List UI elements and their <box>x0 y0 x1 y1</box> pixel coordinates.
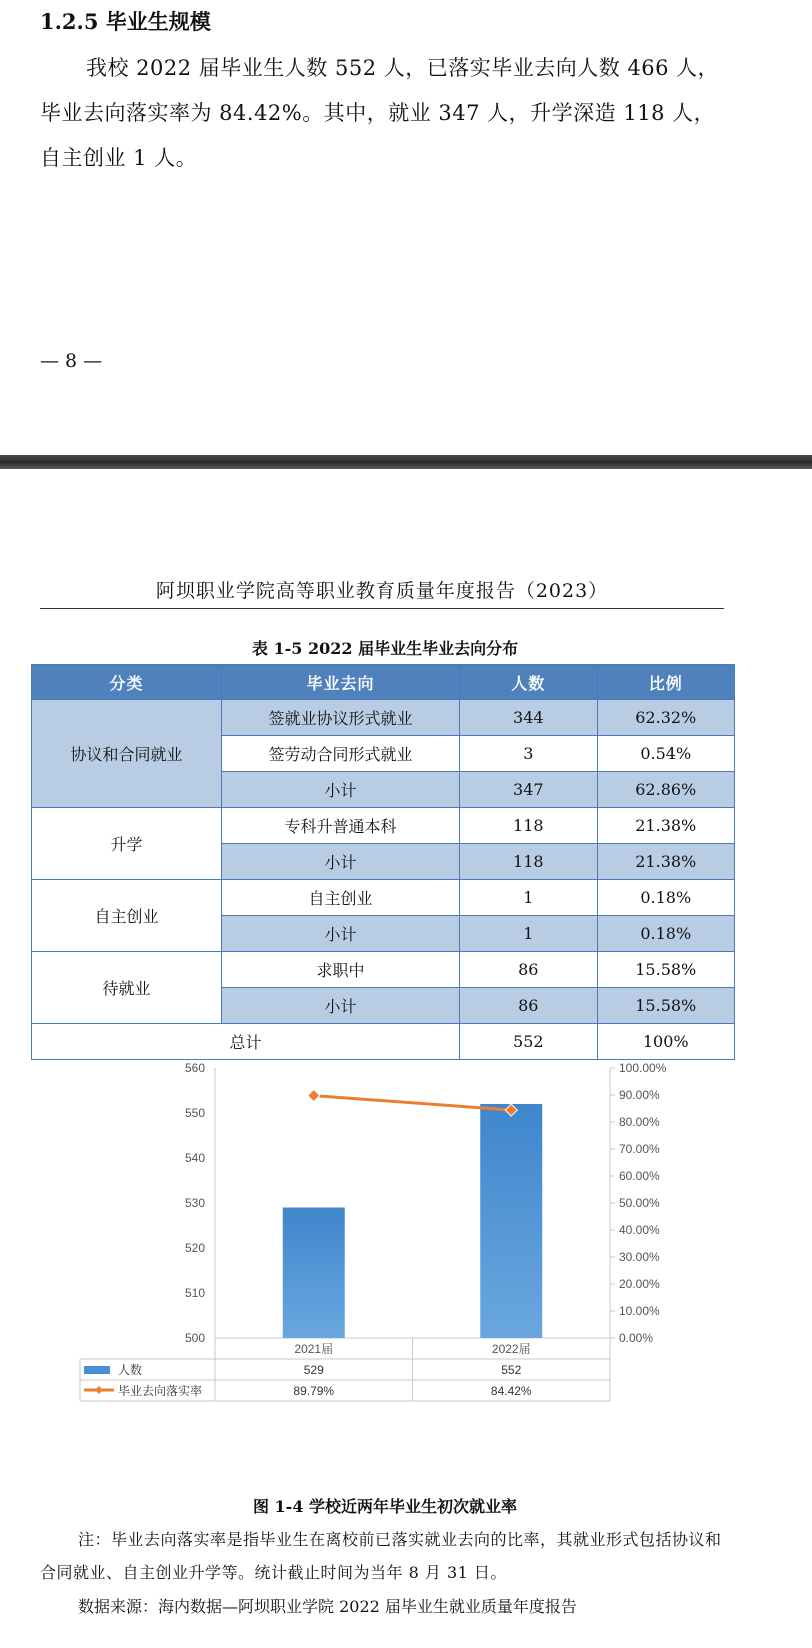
destination-table <box>31 664 735 1060</box>
y-right-tick-label: 60.00% <box>619 1169 660 1183</box>
figure-caption: 图 1-4 学校近两年毕业生初次就业率 <box>252 1497 518 1516</box>
count-cell: 1 <box>460 880 597 916</box>
header-destination: 毕业去向 <box>221 665 459 700</box>
y-left-tick-label: 550 <box>184 1106 205 1120</box>
destination-cell: 小计 <box>221 772 459 808</box>
ratio-cell: 15.58% <box>597 988 734 1024</box>
data-source: 数据来源：海内数据—阿坝职业学院 2022 届毕业生就业质量年度报告 <box>78 1597 577 1616</box>
header-ratio: 比例 <box>597 665 734 700</box>
legend-line-label: 毕业去向落实率 <box>118 1384 203 1398</box>
rate-data-label: 84.42% <box>490 1384 532 1398</box>
page-divider <box>0 455 812 469</box>
graduation-chart <box>0 1050 812 1470</box>
table-row <box>32 700 735 736</box>
table-header-row <box>32 665 735 700</box>
total-count: 552 <box>460 1024 597 1060</box>
category-cell: 待就业 <box>32 952 222 1024</box>
table-row <box>32 808 735 844</box>
destination-cell: 签就业协议形式就业 <box>221 700 459 736</box>
destination-cell: 小计 <box>221 916 459 952</box>
category-cell: 自主创业 <box>32 880 222 952</box>
count-cell: 86 <box>460 988 597 1024</box>
legend-line-marker <box>95 1386 103 1394</box>
y-right-tick-label: 40.00% <box>619 1223 660 1237</box>
destination-cell: 专科升普通本科 <box>221 808 459 844</box>
bar-data-label: 552 <box>501 1363 522 1377</box>
count-cell: 118 <box>460 808 597 844</box>
destination-cell: 小计 <box>221 988 459 1024</box>
destination-cell: 求职中 <box>221 952 459 988</box>
destination-cell: 自主创业 <box>221 880 459 916</box>
y-right-tick-label: 90.00% <box>619 1088 660 1102</box>
ratio-cell: 0.54% <box>597 736 734 772</box>
page-top <box>0 0 812 455</box>
y-right-tick-label: 10.00% <box>619 1304 660 1318</box>
count-cell: 3 <box>460 736 597 772</box>
ratio-cell: 21.38% <box>597 844 734 880</box>
report-header: 阿坝职业学院高等职业教育质量年度报告（2023） <box>155 580 609 602</box>
bar-data-label: 529 <box>303 1363 324 1377</box>
figure-note: 注：毕业去向落实率是指毕业生在离校前已落实就业去向的比率，其就业形式包括协议和合同就业、自主创业升学等。统计截止时间为当年 8 月 31 日。 <box>40 1530 722 1582</box>
section-paragraph: 我校 2022 届毕业生人数 552 人，已落实毕业去向人数 466 人，毕业去向落实率为 84.42%。其中，就业 347 人，升学深造 118 人，自主创业 1 人。 <box>40 56 720 170</box>
count-cell: 344 <box>460 700 597 736</box>
section-heading: 1.2.5 毕业生规模 <box>40 9 211 34</box>
category-cell: 协议和合同就业 <box>32 700 222 808</box>
y-right-tick-label: 20.00% <box>619 1277 660 1291</box>
legend-bar-key <box>84 1366 110 1374</box>
y-left-tick-label: 500 <box>184 1331 205 1345</box>
legend-bar-label: 人数 <box>118 1363 143 1377</box>
y-right-tick-label: 30.00% <box>619 1250 660 1264</box>
y-left-tick-label: 530 <box>184 1196 205 1210</box>
y-left-tick-label: 560 <box>184 1061 205 1075</box>
y-left-tick-label: 520 <box>184 1241 205 1255</box>
bar-0 <box>283 1208 345 1339</box>
bar-1 <box>480 1104 542 1338</box>
destination-cell: 签劳动合同形式就业 <box>221 736 459 772</box>
table-row <box>32 952 735 988</box>
ratio-cell: 21.38% <box>597 808 734 844</box>
header-category: 分类 <box>32 665 222 700</box>
count-cell: 347 <box>460 772 597 808</box>
ratio-cell: 0.18% <box>597 880 734 916</box>
page-number: — 8 — <box>40 350 103 372</box>
y-left-tick-label: 510 <box>184 1286 205 1300</box>
y-right-tick-label: 80.00% <box>619 1115 660 1129</box>
table-row <box>32 880 735 916</box>
y-right-tick-label: 50.00% <box>619 1196 660 1210</box>
rate-marker-0 <box>308 1090 320 1102</box>
y-right-tick-label: 70.00% <box>619 1142 660 1156</box>
rate-data-label: 89.79% <box>293 1384 335 1398</box>
rate-line <box>314 1096 512 1110</box>
header-rule <box>40 608 724 609</box>
ratio-cell: 15.58% <box>597 952 734 988</box>
y-right-tick-label: 0.00% <box>619 1331 654 1345</box>
category-cell: 升学 <box>32 808 222 880</box>
ratio-cell: 62.86% <box>597 772 734 808</box>
count-cell: 1 <box>460 916 597 952</box>
ratio-cell: 62.32% <box>597 700 734 736</box>
y-left-tick-label: 540 <box>184 1151 205 1165</box>
y-right-tick-label: 100.00% <box>619 1061 667 1075</box>
destination-cell: 小计 <box>221 844 459 880</box>
total-label: 总计 <box>32 1024 460 1060</box>
count-cell: 86 <box>460 952 597 988</box>
x-tick-label: 2021届 <box>294 1342 334 1356</box>
header-count: 人数 <box>460 665 597 700</box>
x-tick-label: 2022届 <box>491 1342 531 1356</box>
ratio-cell: 0.18% <box>597 916 734 952</box>
total-ratio: 100% <box>597 1024 734 1060</box>
table-title: 表 1-5 2022 届毕业生毕业去向分布 <box>251 639 519 658</box>
count-cell: 118 <box>460 844 597 880</box>
